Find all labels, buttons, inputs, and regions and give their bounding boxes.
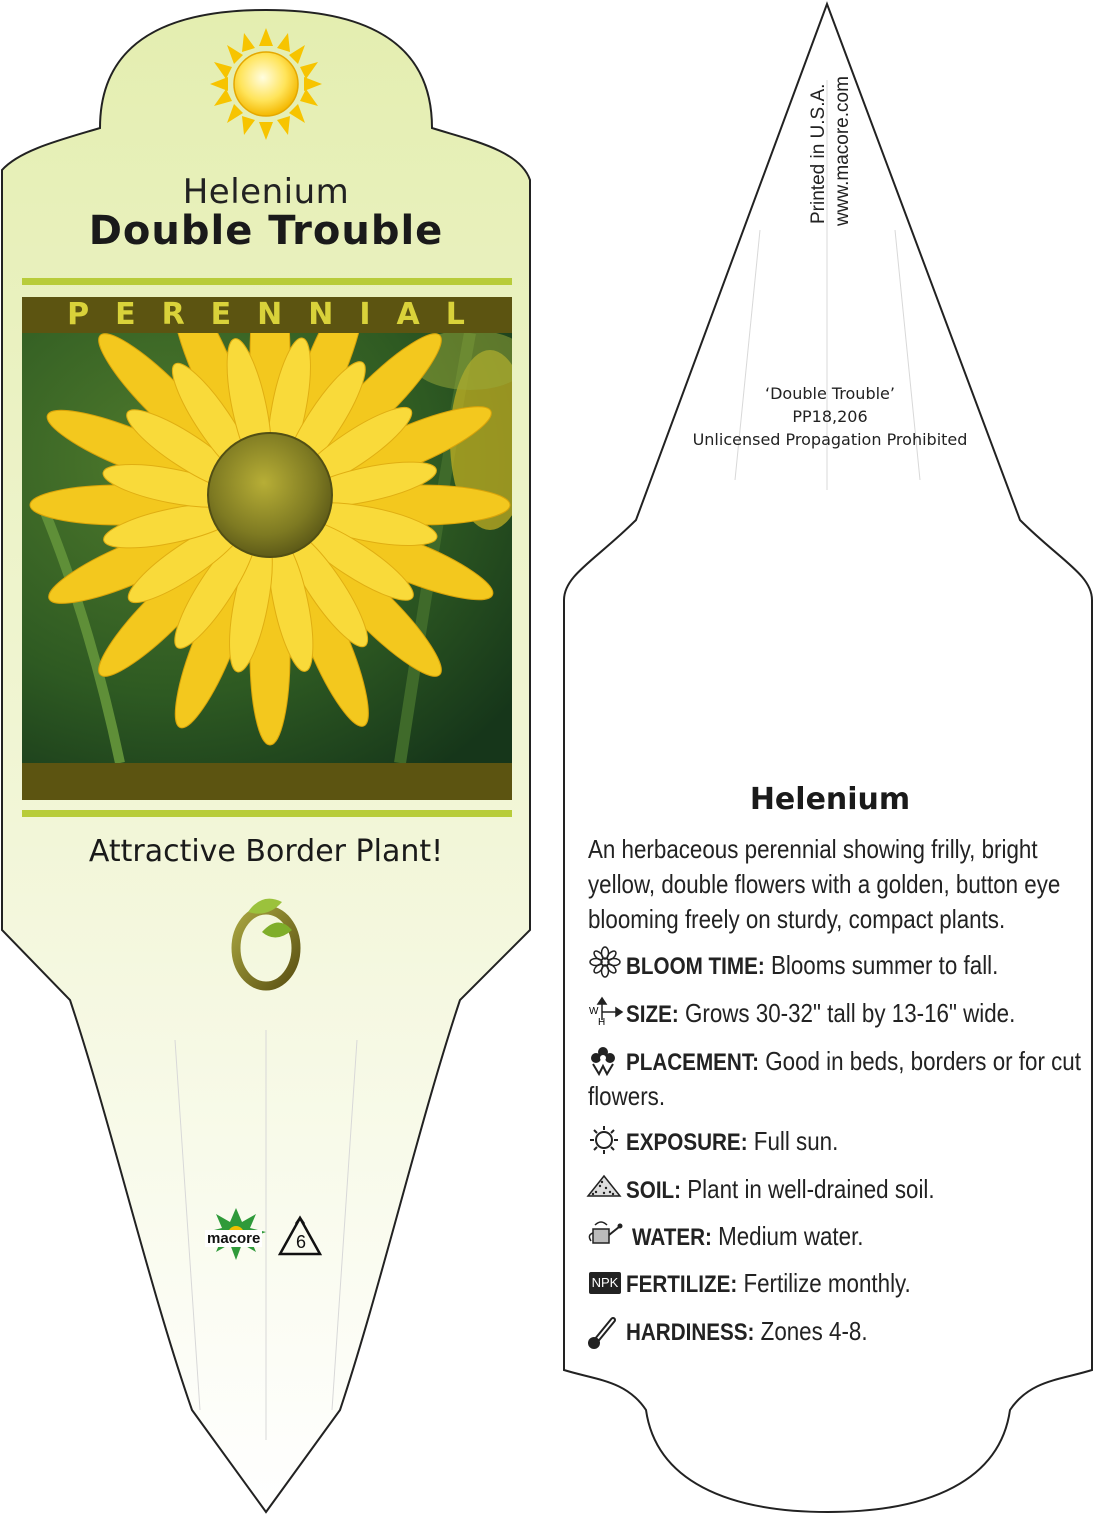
size-icon-w: W xyxy=(589,1006,599,1017)
npk-label: NPK xyxy=(591,1275,619,1290)
care-hardiness xyxy=(626,1316,868,1347)
care-label: FERTILIZE: xyxy=(626,1271,738,1298)
care-text: Plant in well-drained soil. xyxy=(687,1174,935,1204)
care-label: SIZE: xyxy=(626,1001,679,1028)
care-text: Blooms summer to fall. xyxy=(770,950,999,980)
brand-name: macore xyxy=(207,1230,261,1247)
website: www.macore.com xyxy=(832,76,853,226)
care-label: EXPOSURE: xyxy=(626,1129,748,1156)
care-label: BLOOM TIME: xyxy=(626,953,765,980)
care-label: SOIL: xyxy=(626,1177,682,1204)
category-band: PERENNIAL xyxy=(22,297,512,333)
patent-notice: Unlicensed Propagation Prohibited xyxy=(692,430,968,449)
patent-number: PP18,206 xyxy=(792,407,868,426)
care-text: Medium water. xyxy=(718,1221,864,1251)
cultivar-name: Double Trouble xyxy=(88,208,444,254)
care-soil xyxy=(626,1174,935,1205)
care-label: PLACEMENT: xyxy=(626,1049,760,1076)
care-water xyxy=(632,1221,864,1252)
care-text: Full sun. xyxy=(753,1126,839,1156)
patent-cultivar: ‘Double Trouble’ xyxy=(765,384,895,403)
flower-photo xyxy=(22,265,530,763)
description: An herbaceous perennial showing frilly, bright yellow, double flowers with a golden, button eye blooming freely on sturdy, compact plants. xyxy=(588,834,1061,934)
care-fertilize xyxy=(626,1268,911,1299)
back-title: Helenium xyxy=(749,782,911,817)
size-icon-h: H xyxy=(598,1017,606,1028)
photo-bottom-band xyxy=(22,763,512,800)
care-label: WATER: xyxy=(632,1224,712,1251)
rule-top xyxy=(22,278,512,285)
genus-name: Helenium xyxy=(182,172,350,212)
care-size xyxy=(626,998,1015,1029)
care-bloom-time xyxy=(626,950,998,981)
care-text: Good in beds, borders or for cut xyxy=(765,1046,1081,1076)
rule-bottom xyxy=(22,810,512,817)
care-text: Grows 30-32" tall by 13-16" wide. xyxy=(684,998,1016,1028)
care-placement-continuation: flowers. xyxy=(588,1081,666,1111)
care-text: Fertilize monthly. xyxy=(743,1268,911,1298)
care-exposure xyxy=(626,1126,838,1157)
printed-in: Printed in U.S.A. xyxy=(808,83,829,224)
care-placement xyxy=(626,1046,1081,1077)
tagline: Attractive Border Plant! xyxy=(88,834,444,869)
care-text: Zones 4-8. xyxy=(760,1316,868,1346)
recycle-code: 6 xyxy=(295,1232,306,1252)
care-label: HARDINESS: xyxy=(626,1319,755,1346)
